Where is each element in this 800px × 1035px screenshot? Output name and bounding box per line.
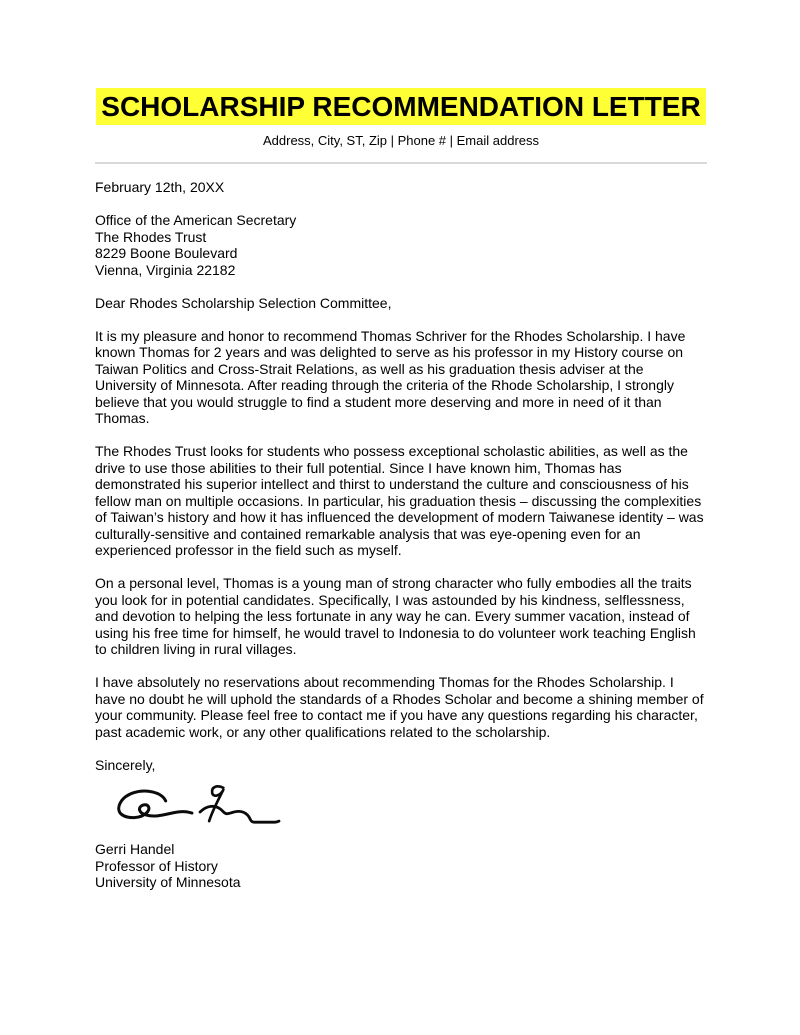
signer-name: Gerri Handel xyxy=(95,841,175,857)
salutation: Dear Rhodes Scholarship Selection Committee, xyxy=(95,294,392,311)
paragraph-3: On a personal level, Thomas is a young man of strong character who fully embodies all the traits you look for in potential candidates. Specifically, I was astounded by his kindness, selflessness, and devotion to helping the less fortunate in any way he can. Every summer vacation, instead of using his free time for himself, he would travel to Indonesia to do volunteer work teaching English to children living in rural villages. xyxy=(95,575,696,657)
paragraph-1: It is my pleasure and honor to recommend Thomas Schriver for the Rhodes Scholarship. I have known Thomas for 2 years and was delighted to serve as his professor in my History course on Taiwan Politics and Cross-Strait Relations, as well as his graduation thesis adviser at the University of Minnesota. After reading through the criteria of the Rhode Scholarship, I strongly believe that you would struggle to find a student more deserving and more in need of it than Thomas. xyxy=(95,327,686,426)
letter-body xyxy=(95,179,707,891)
recipient-address-line: Vienna, Virginia 22182 xyxy=(95,261,236,278)
closing: Sincerely, xyxy=(95,756,156,773)
contact-line: Address, City, ST, Zip | Phone # | Email address xyxy=(262,133,539,148)
letterhead xyxy=(95,88,707,164)
divider xyxy=(95,162,707,164)
recipient-address xyxy=(95,212,707,278)
recipient-address-line: Office of the American Secretary xyxy=(95,212,297,228)
handwritten-signature-icon xyxy=(111,783,281,833)
recipient-address-line: The Rhodes Trust xyxy=(95,228,207,245)
signer-organization: University of Minnesota xyxy=(95,874,241,890)
page-title: SCHOLARSHIP RECOMMENDATION LETTER xyxy=(96,88,705,125)
sign-off-block xyxy=(95,841,707,891)
signer-title: Professor of History xyxy=(95,857,218,874)
paragraph-2: The Rhodes Trust looks for students who possess exceptional scholastic abilities, as well as the drive to use those abilities to their full potential. Since I have known him, Thomas has demonstrated his superior intellect and thirst to understand the culture and consciousness of his fellow man on multiple occasions. In particular, his graduation thesis – discussing the complexities of Taiwan’s history and how it has influenced the development of modern Taiwanese identity – was culturally-sensitive and contained remarkable analysis that was eye-opening even for an experienced professor in the field such as myself. xyxy=(95,443,704,558)
recipient-address-line: 8229 Boone Boulevard xyxy=(95,245,238,261)
paragraph-4: I have absolutely no reservations about recommending Thomas for the Rhodes Scholarship. I have no doubt he will uphold the standards of a Rhodes Scholar and become a shining member of your community. Please feel free to contact me if you have any questions regarding his character, past academic work, or any other qualifications related to the scholarship. xyxy=(95,674,704,740)
signature xyxy=(111,783,281,833)
title-row xyxy=(95,88,707,125)
letter-date: February 12th, 20XX xyxy=(95,179,225,195)
